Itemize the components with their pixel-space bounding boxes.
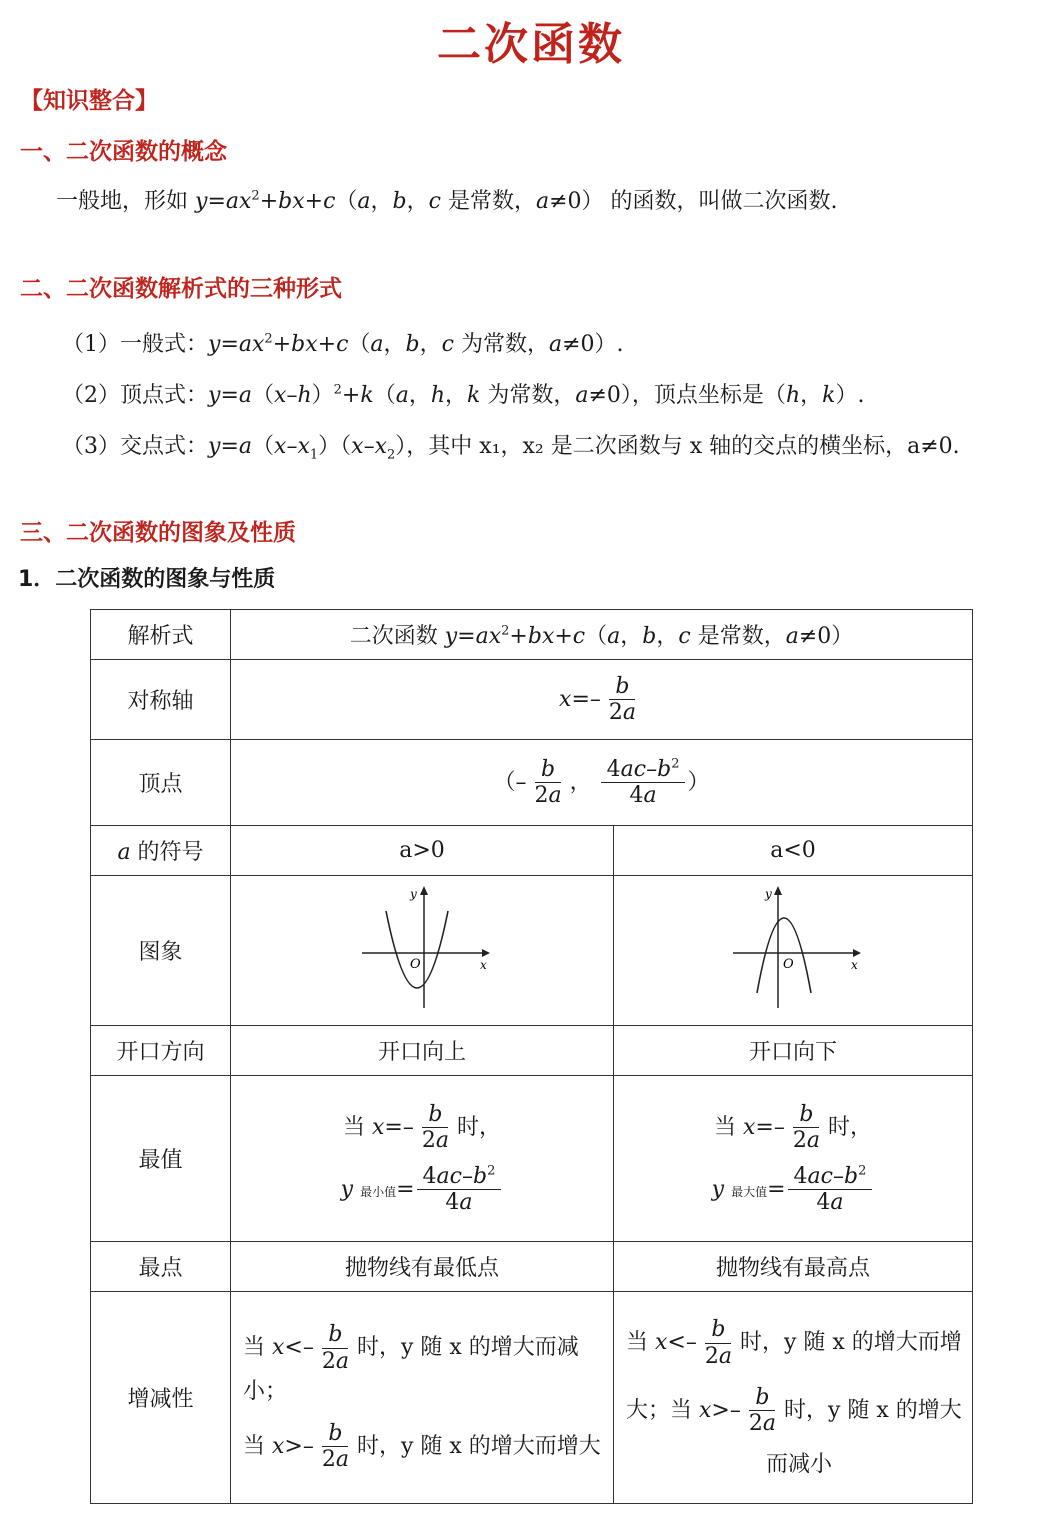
parabola-curve <box>386 911 448 988</box>
highest-point: 抛物线有最高点 <box>614 1242 973 1292</box>
origin-label: O <box>410 956 421 972</box>
row-monotonicity <box>91 1292 973 1504</box>
row-extreme-point <box>91 1242 973 1292</box>
form-intercept: （3）交点式：$y=a(x-x_1)(x-x_2)$，其中 x₁，x₂ 是二次函数与 x 轴的交点的横坐标，a≠0. <box>62 434 960 463</box>
form-general: （1）一般式：$y=ax^2+bx+c(a$，b，c 为常数，a≠0）. <box>62 331 624 357</box>
concept-text: 一般地，形如 $y=ax^2+bx+c(a$，b，c 是常数，a≠0） 的函数，叫做二次函数. <box>56 188 838 214</box>
x-label: x <box>851 957 858 972</box>
row-opening <box>91 1026 973 1076</box>
subheading-table: 1．二次函数的图象与性质 <box>18 567 276 592</box>
y-label: y <box>410 886 417 901</box>
row-vertex <box>91 740 973 826</box>
label-axis: 对称轴 <box>91 660 231 740</box>
x-axis-arrow <box>482 949 490 957</box>
opening-up: 开口向上 <box>231 1026 614 1076</box>
heading-graph: 三、二次函数的图象及性质 <box>20 520 296 546</box>
extreme-max: 当 x=– $\frac{b}{2a}$ 时， y 最大值= $\frac{4ac-b^2}{4a}$ <box>614 1076 973 1242</box>
x-axis-arrow <box>853 949 861 957</box>
lowest-point: 抛物线有最低点 <box>231 1242 614 1292</box>
graph-downward <box>614 876 973 1026</box>
mono-positive: 当 x<– $\frac{b}{2a}$ 时，y 随 x 的增大而减小； 当 x>– $\frac{b}{2a}$ 时，y 随 x 的增大而增大 <box>231 1292 614 1504</box>
axis-value: x=– $\frac{b}{2a}$ <box>231 660 973 740</box>
properties-table <box>90 609 973 1504</box>
sign-negative: a<0 <box>614 826 973 876</box>
opening-down: 开口向下 <box>614 1026 973 1076</box>
label-vertex: 顶点 <box>91 740 231 826</box>
row-axis <box>91 660 973 740</box>
row-extreme <box>91 1076 973 1242</box>
heading-concept: 一、二次函数的概念 <box>20 139 227 165</box>
page-title: 二次函数 <box>437 19 625 70</box>
y-axis-arrow <box>774 886 782 895</box>
heading-forms: 二、二次函数解析式的三种形式 <box>20 276 342 302</box>
vertex-value: （– $\frac{b}{2a}$ ， $\frac{4ac-b^2}{4a}$ ） <box>231 740 973 826</box>
x-label: x <box>480 957 487 972</box>
mono-negative: 当 x<– $\frac{b}{2a}$ 时，y 随 x 的增大而增 大；当 x>– $\frac{b}{2a}$ 时，y 随 x 的增大 而减小 <box>614 1292 973 1504</box>
label-sign: a 的符号 <box>91 826 231 876</box>
graph-upward <box>231 876 614 1026</box>
row-expression <box>91 610 973 660</box>
sign-positive: a>0 <box>231 826 614 876</box>
label-expression: 解析式 <box>91 610 231 660</box>
label-graph: 图象 <box>91 876 231 1026</box>
row-graph <box>91 876 973 1026</box>
parabola-down-graph <box>723 883 863 1013</box>
label-monotonicity: 增减性 <box>91 1292 231 1504</box>
y-axis-arrow <box>420 886 428 895</box>
parabola-up-graph <box>352 883 492 1013</box>
y-label: y <box>765 886 772 901</box>
extreme-min: 当 x=– $\frac{b}{2a}$ 时， y 最小值= $\frac{4ac-b^2}{4a}$ <box>231 1076 614 1242</box>
label-extreme-point: 最点 <box>91 1242 231 1292</box>
label-extreme: 最值 <box>91 1076 231 1242</box>
label-opening: 开口方向 <box>91 1026 231 1076</box>
expression-value: 二次函数 $y=ax^2+bx+c(a$，b，c 是常数，a≠0） <box>231 610 973 660</box>
origin-label: O <box>783 956 794 972</box>
form-vertex: （2）顶点式：$y=a(x-h)^2+k(a$，h，k 为常数，a≠0），顶点坐标是（h，k）. <box>62 382 865 408</box>
row-sign <box>91 826 973 876</box>
section-tag: 【知识整合】 <box>20 88 158 114</box>
parabola-curve <box>757 918 811 993</box>
